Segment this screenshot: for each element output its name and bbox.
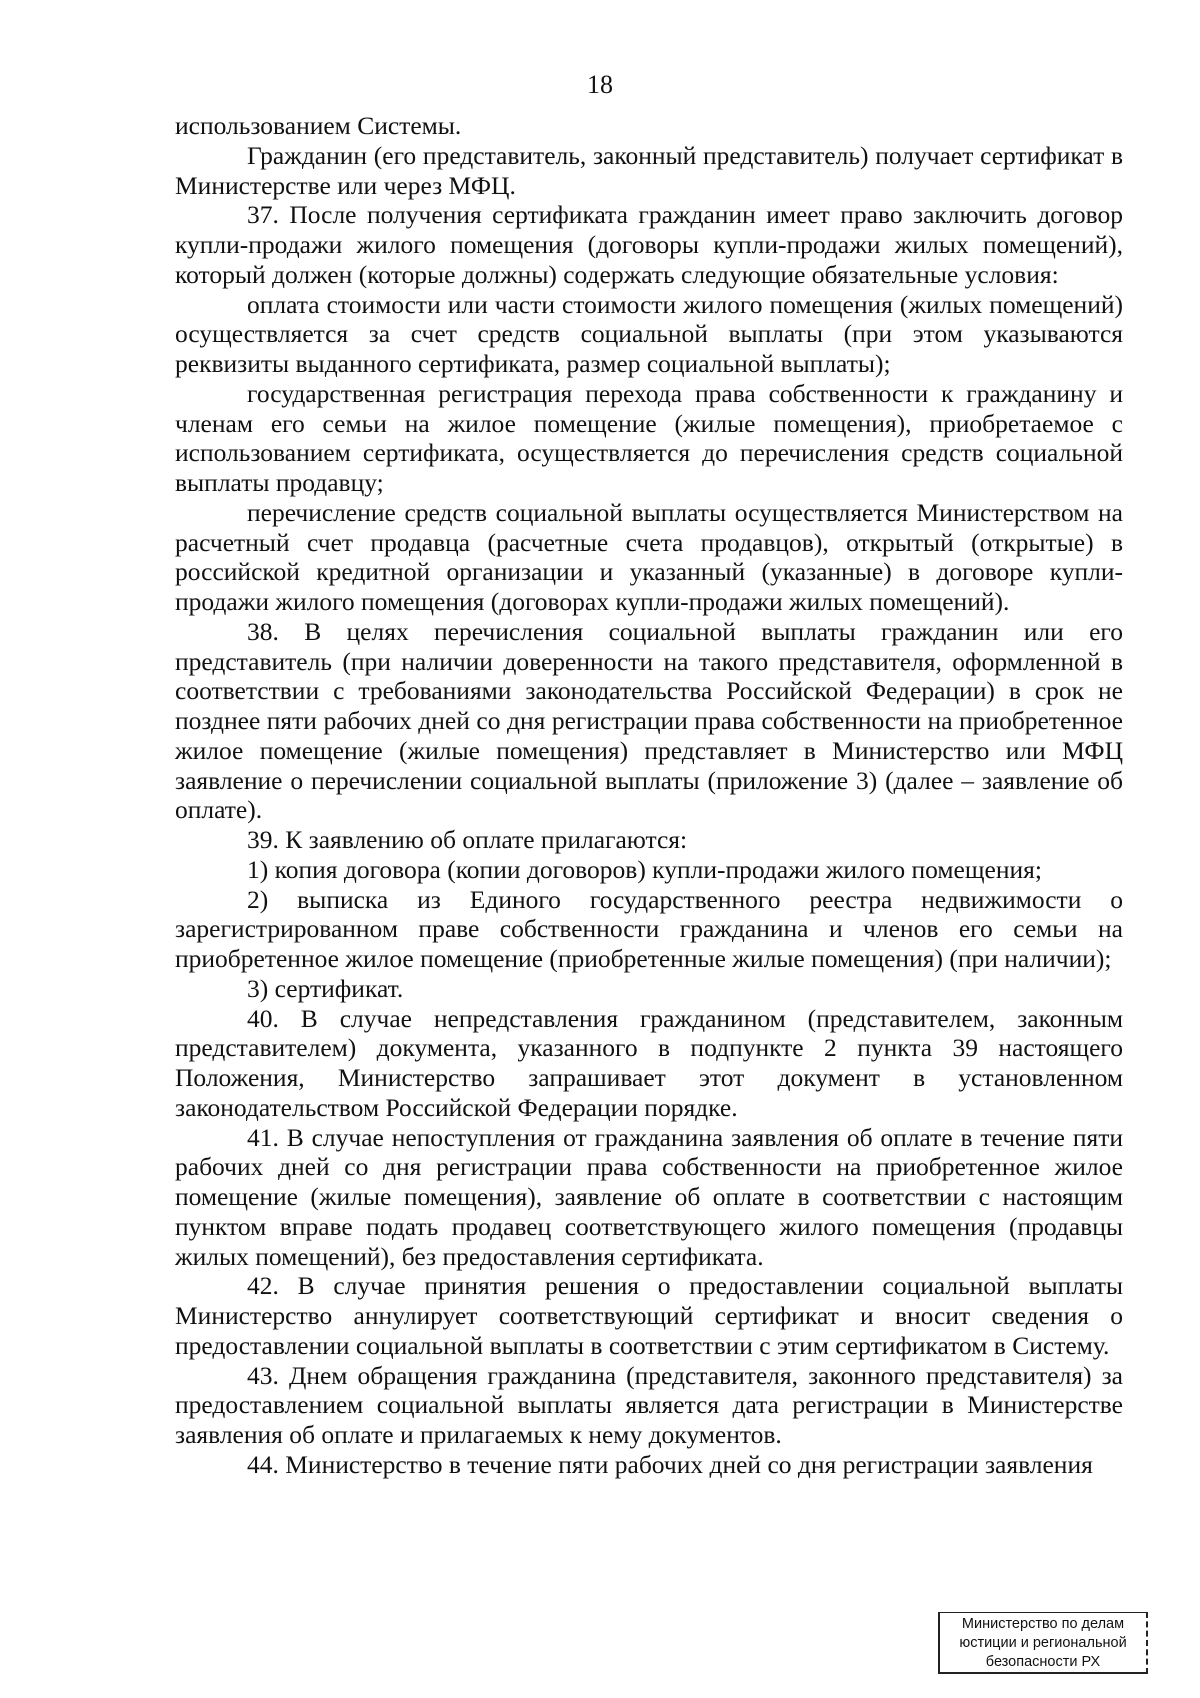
paragraph-39-item-2: 2) выписка из Единого государственного реестра недвижимости о зарегистрированном праве собственности гражданина и членов его семьи на приобретенное жилое помещение (приобретенные жилые помещения) (при наличии); xyxy=(175,884,1123,973)
paragraph-0: использованием Системы. xyxy=(175,111,462,140)
ministry-stamp xyxy=(938,1612,1148,1674)
paragraph-37-condition-3: перечисление средств социальной выплаты осуществляется Министерством на расчетный счет продавца (расчетные счета продавцов), открытый (открытые) в российской кредитной организации и указанный (указанные) в договоре купли-продажи жилого помещения (договорах купли-продажи жилых помещений). xyxy=(175,497,1123,616)
paragraph-43: 43. Днем обращения гражданина (представителя, законного представителя) за предоставлением социальной выплаты является дата регистрации в Министерстве заявления об оплате и прилагаемых к нему документов. xyxy=(175,1360,1123,1449)
stamp-line-1: Министерство по делам xyxy=(961,1616,1125,1632)
paragraph-37: 37. После получения сертификата гражданин имеет право заключить договор купли-продажи жилого помещения (договоры купли-продажи жилых помещений), который должен (которые должны) содержать следующие обязательные условия: xyxy=(175,200,1123,289)
paragraph-41: 41. В случае непоступления от гражданина заявления об оплате в течение пяти рабочих дней со дня регистрации права собственности на приобретенное жилое помещение (жилые помещения), заявление об оплате в соответствии с настоящим пунктом вправе подать продавец соответствующего жилого помещения (продавцы жилых помещений), без предоставления сертификата. xyxy=(175,1122,1123,1271)
page-number: 18 xyxy=(587,70,613,99)
paragraph-1: Гражданин (его представитель, законный представитель) получает сертификат в Министерстве или через МФЦ. xyxy=(175,140,1123,200)
paragraph-39-item-1: 1) копия договора (копии договоров) купли-продажи жилого помещения; xyxy=(247,854,1042,884)
paragraph-40: 40. В случае непредставления гражданином (представителем, законным представителем) документа, указанного в подпункте 2 пункта 39 настоящего Положения, Министерство запрашивает этот документ в установленном законодательством Российской Федерации порядке. xyxy=(175,1003,1123,1122)
stamp-line-3: безопасности РХ xyxy=(985,1654,1101,1670)
paragraph-38: 38. В целях перечисления социальной выплаты гражданин или его представитель (при наличии доверенности на такого представителя, оформленной в соответствии с требованиями законодательства Российской Федерации) в срок не позднее пяти рабочих дней со дня регистрации права собственности на приобретенное жилое помещение (жилые помещения) представляет в Министерство или МФЦ заявление о перечислении социальной выплаты (приложение 3) (далее – заявление об оплате). xyxy=(175,616,1123,825)
paragraph-42: 42. В случае принятия решения о предоставлении социальной выплаты Министерство аннулирует соответствующий сертификат и вносит сведения о предоставлении социальной выплаты в соответствии с этим сертификатом в Систему. xyxy=(175,1271,1123,1360)
paragraph-37-condition-1: оплата стоимости или части стоимости жилого помещения (жилых помещений) осуществляется за счет средств социальной выплаты (при этом указываются реквизиты выданного сертификата, размер социальной выплаты); xyxy=(175,289,1123,378)
paragraph-39: 39. К заявлению об оплате прилагаются: xyxy=(247,825,688,854)
document-body xyxy=(175,111,1123,1480)
paragraph-37-condition-2: государственная регистрация перехода права собственности к гражданину и членам его семьи на жилое помещение (жилые помещения), приобретаемое с использованием сертификата, осуществляется до перечисления средств социальной выплаты продавцу; xyxy=(175,378,1123,497)
paragraph-44: 44. Министерство в течение пяти рабочих дней со дня регистрации заявления xyxy=(247,1449,1093,1479)
stamp-line-2: юстиции и региональной xyxy=(959,1635,1127,1651)
paragraph-39-item-3: 3) сертификат. xyxy=(247,973,404,1003)
